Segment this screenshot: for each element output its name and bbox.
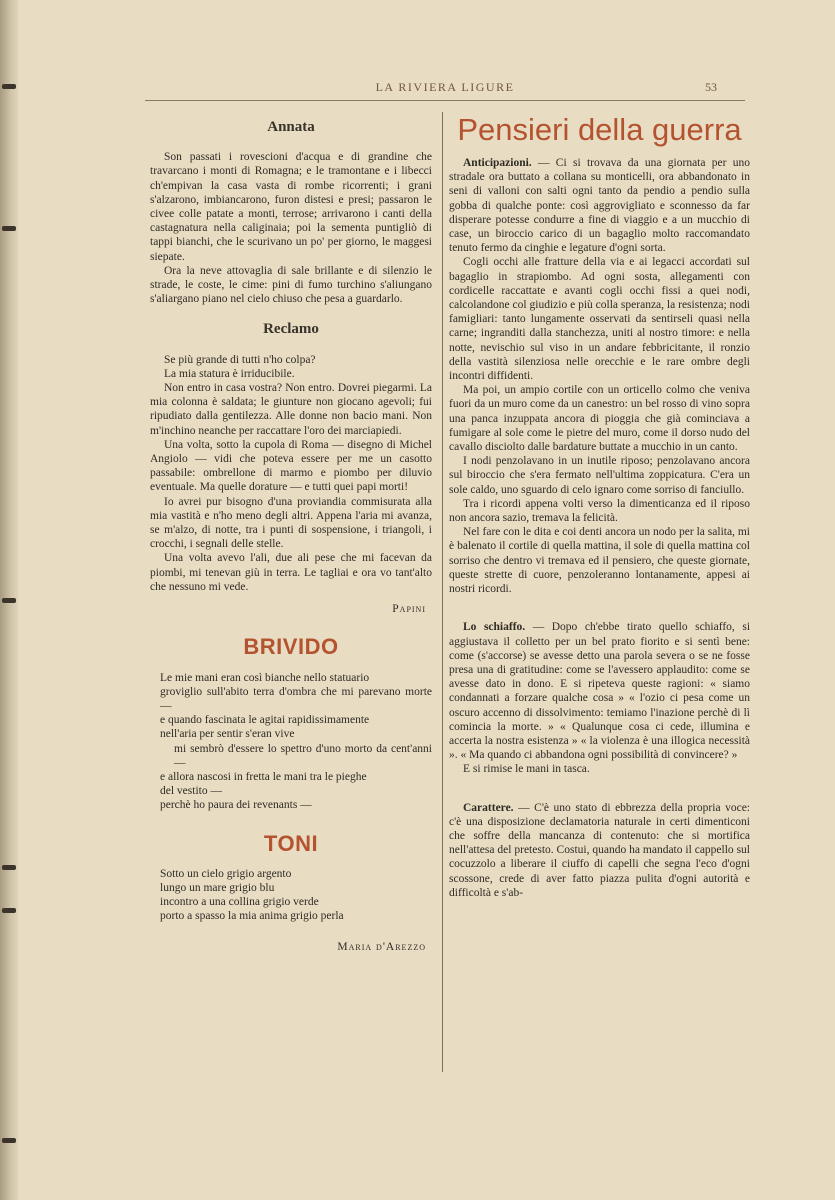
anticipazioni-paragraph: Ma poi, un ampio cortile con un orticello colmo che veniva fuori da un muro come da un canestro: un bel rosso di vino sopra una panca inzuppata ancora di pioggia che già cominciava a fumigare al sole come le pietre del muro, come il dorso nudo del cavallo disciolto dalle bardature buttate a mucchio in un canto. <box>449 384 750 454</box>
anticipazioni-paragraph: Nel fare con le dita e coi denti ancora un nodo per la salita, mi è balenato il cortile di quella mattina, il sole di quella mattina col sorriso che dentro vi tremava ed il pensiero, che queste giornate, queste strette di cuore, penzoleranno lontanamente, appesi ai nostri ricordi. <box>449 526 750 596</box>
section-label: Lo schiaffo. <box>463 621 526 634</box>
running-header <box>145 78 745 101</box>
toni-title: TONI <box>263 830 319 856</box>
right-column <box>449 112 750 900</box>
annata-title: Annata <box>267 119 315 135</box>
article-title: Pensieri della guerra <box>457 112 742 147</box>
toni-author: Maria d'Arezzo <box>337 940 426 953</box>
annata-paragraph: Son passati i rovescioni d'acqua e di grandine che travarcano i monti di Romagna; e le tramontane e i libecci ch'empivan la casa vasta di rombe ricorrenti; i grani s'alzarono, imbiancarono, furon distesi e presi; passaron le civee colle patate a monti, terrose; arrivarono i canti della castagnatura nella caliginaia; poi la sementa puntigliò di tappi bianchi, che le scurivano un po' per giorno, le maggesi siepate. <box>150 151 432 263</box>
reclamo-author: Papini <box>392 603 426 616</box>
poem-line: groviglio sull'abito terra d'ombra che mi parevano morte — <box>160 685 432 712</box>
carattere-paragraph: — C'è uno stato di ebbrezza della propria voce: c'è una disposizione declamatoria naturale in certi dimenticoni che soffre della mancanza di contenuto: che si mortifica nell'attesa del pretesto. Costui, quando ha mandato il cappello sul cocuzzolo a liberare il ciuffo di capelli che segna l'eco d'ogni scossone, crede di aver fatto piazza pulita d'ogni autorità e difficoltà e s'ab- <box>449 801 751 899</box>
binding-pin <box>2 865 16 870</box>
binding-pin <box>2 84 16 89</box>
anticipazioni-paragraph: — Ci si trovava da una giornata per uno stradale ora buttato a collana su monticelli, ora abbandonato in seni di valloni con salti ogni tanto da pendio a pendio sulla gobba di qualche ponte: così aggrovigliato e sconnesso da far disperare potesse condurre a fine di viaggio e a un mucchio di case, un biroccio carico di un bagaglio molto raccomandato tenuto fermo da cinghie e legature d'ogni sorta. <box>449 157 751 255</box>
running-title: LA RIVIERA LIGURE <box>375 80 515 94</box>
reclamo-paragraph: Una volta avevo l'ali, due ali pese che mi facevan da piombi, mi tenevan giù in terra. Le tagliai e ora vo tant'alto che nessuno mi vede. <box>150 552 432 593</box>
reclamo-paragraph: Io avrei pur bisogno d'una proviandia commisurata alla mia vastità e n'ho meno degli altri. Appena l'aria mi avanza, se m'alzo, di notte, tra i punti di sospensione, i triangoli, i crocchi, i segnali delle stelle. <box>150 495 432 551</box>
anticipazioni-paragraph: Cogli occhi alle fratture della via e ai legacci accordati sul bagaglio in strapiombo. Ad ogni sosta, allegamenti con cordicelle raccattate e avanti cogli occhi fissi a quei nodi, calcolandone col giudizio e più colla speranza, la resistenza; nodi famigliari: tanto lungamente osservati da sentirseli quasi nella carne; ingranditi dalla stanchezza, uniti al nostro timore: e nella notte, nevischio sul viso in un andare febbricitante, il ronzio della vastità silenziosa nelle orecchie e le rare ombre degli incontri diffidenti. <box>449 256 750 383</box>
reclamo-paragraph: Se più grande di tutti n'ho colpa? <box>164 353 316 366</box>
poem-line: Sotto un cielo grigio argento <box>160 867 292 880</box>
poem-line: nell'aria per sentir s'eran vive <box>160 728 295 741</box>
poem-line: perchè ho paura dei revenants — <box>160 799 312 812</box>
poem-line: incontro a una collina grigio verde <box>160 896 319 909</box>
reclamo-paragraph: La mia statura è irriducibile. <box>164 367 295 380</box>
schiaffo-section <box>449 620 750 776</box>
page-number: 53 <box>705 80 717 94</box>
anticipazioni-section <box>449 156 750 596</box>
schiaffo-paragraph: — Dopo ch'ebbe tirato quello schiaffo, si aggiustava il colletto per un bel prato fiorito e si sentì bene: come (s'accorse) se avesse detto una parola severa o se ne fosse presa una di gratitudine: come se l'avessero applaudito: come se avesse dato in dono. E si ripeteva queste ragioni: « siamo condannati a forzare qualche cosa » « l'ozio ci pesa come un oscuro accenno di dissolvimento: temiamo l'inazione perchè di lì comincia la morte. » « Qualunque cosa ci cede, illumina e accerta la nostra esistenza » « la violenza è una illogica necessità ». « Ma quando ci abbandona ogni possibilità di convincere? » <box>449 621 751 762</box>
column-divider <box>442 112 443 1072</box>
toni-poem <box>150 867 432 924</box>
section-label: Carattere. <box>463 801 514 814</box>
reclamo-body <box>150 353 432 594</box>
poem-line: del vestito — <box>160 785 222 798</box>
poem-line: Le mie mani eran così bianche nello statuario <box>160 671 370 684</box>
anticipazioni-paragraph: Tra i ricordi appena volti verso la dimenticanza ed il riposo non ancora sazio, tremava la felicità. <box>449 497 750 525</box>
anticipazioni-paragraph: I nodi penzolavano in un inutile riposo; penzolavano ancora sul biroccio che s'era fermato nell'ultima zoppicatura. C'era un sole caldo, uno sguardo di celo ignaro come sorriso di fanciullo. <box>449 455 750 496</box>
binding-pin <box>2 226 16 231</box>
binding-pin <box>2 598 16 603</box>
poem-line: e allora nascosi in fretta le mani tra le pieghe <box>160 770 367 783</box>
brivido-poem <box>150 671 432 813</box>
schiaffo-paragraph: E si rimise le mani in tasca. <box>463 763 590 776</box>
binding-pin <box>2 1138 16 1143</box>
annata-paragraph: Ora la neve attovaglia di sale brillante e di silenzio le strade, le coste, le cime: pini di fumo turchino s'aliungano s'aliargano piano nel cielo chiuso che pesa a guardarlo. <box>150 264 432 306</box>
poem-line: porto a spasso la mia anima grigio perla <box>160 910 344 923</box>
section-label: Anticipazioni. <box>463 157 532 169</box>
reclamo-paragraph: Non entro in casa vostra? Non entro. Dovrei piegarmi. La mia colonna è saldata; le giunture non giocano agevoli; fui ripudiato dalla gentilezza. Alle donne non bacio mani. Non m'inchino neanche per raccattare l'oro dei marciapiedi. <box>150 382 432 437</box>
reclamo-paragraph: Una volta, sotto la cupola di Roma — disegno di Michel Angiolo — vidi che poteva essere per me un casotto passabile: ombrellone di marmo e piombo per diluvio eventuale. Ma quelle dorature — e tutti quei papi morti! <box>150 438 432 494</box>
page-binding-edge <box>0 0 18 1200</box>
binding-pin <box>2 908 16 913</box>
poem-line: mi sembrò d'essere lo spettro d'uno morto da cent'anni — <box>174 742 432 769</box>
annata-body <box>150 150 432 306</box>
poem-line: lungo un mare grigio blu <box>160 881 275 894</box>
left-column <box>150 112 432 954</box>
carattere-section <box>449 801 750 900</box>
poem-line: e quando fascinata le agitai rapidissimamente <box>160 714 370 727</box>
brivido-title: BRIVIDO <box>243 634 339 660</box>
reclamo-title: Reclamo <box>263 321 319 338</box>
